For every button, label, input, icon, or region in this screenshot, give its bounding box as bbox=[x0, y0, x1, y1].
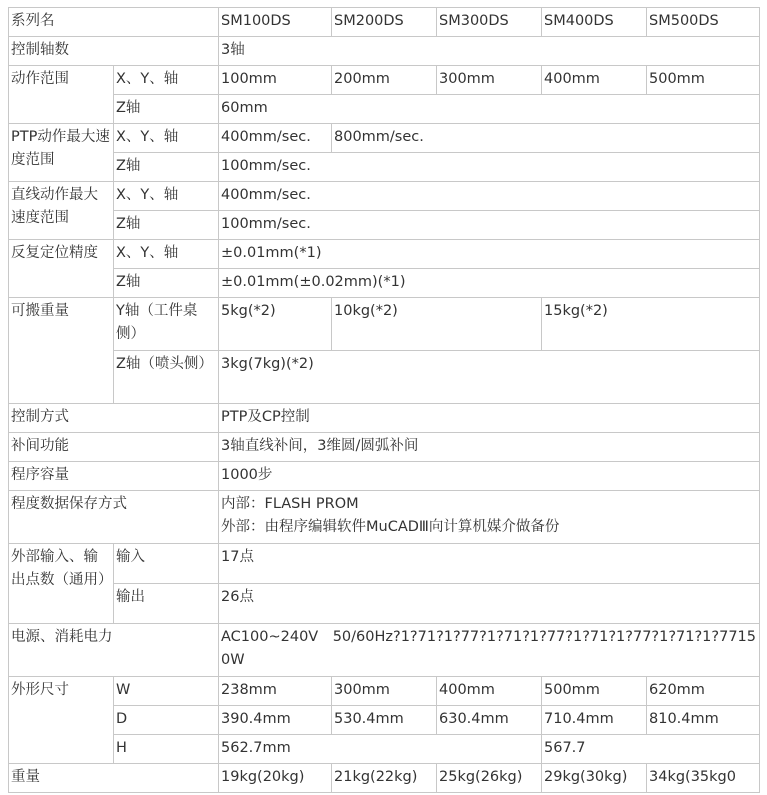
dims-d-row bbox=[9, 706, 760, 735]
program-value: 1000步 bbox=[219, 462, 760, 491]
linear-label: 直线动作最大速度范围 bbox=[9, 182, 114, 240]
power-row bbox=[9, 624, 760, 677]
program-row bbox=[9, 462, 760, 491]
payload-y-value: 15kg(*2) bbox=[542, 298, 760, 351]
power-value: AC100~240V 50/60Hz?1?71?1?77?1?71?1?77?1?71?1?77?1?71?1?77150W bbox=[219, 624, 760, 677]
dims-label: 外形尺寸 bbox=[9, 677, 114, 764]
range-xy-row bbox=[9, 66, 760, 95]
ptp-z-value: 100mm/sec. bbox=[219, 153, 760, 182]
ptp-label: PTP动作最大速度范围 bbox=[9, 124, 114, 182]
weight-row bbox=[9, 764, 760, 793]
control-value: PTP及CP控制 bbox=[219, 404, 760, 433]
linear-xy-row bbox=[9, 182, 760, 211]
dims-d-value: 810.4mm bbox=[647, 706, 760, 735]
spec-table bbox=[8, 7, 760, 793]
linear-xy-label: X、Y、轴 bbox=[114, 182, 219, 211]
control-label: 控制方式 bbox=[9, 404, 219, 433]
payload-y-value: 10kg(*2) bbox=[332, 298, 542, 351]
dims-h-value: 567.7 bbox=[542, 735, 760, 764]
ptp-xy-value: 800mm/sec. bbox=[332, 124, 760, 153]
repeat-xy-row bbox=[9, 240, 760, 269]
dims-w-value: 300mm bbox=[332, 677, 437, 706]
ptp-xy-row bbox=[9, 124, 760, 153]
repeat-xy-value: ±0.01mm(*1) bbox=[219, 240, 760, 269]
io-out-value: 26点 bbox=[219, 584, 760, 624]
storage-external: 外部：由程序编辑软件MuCADⅢ向计算机媒介做备份 bbox=[221, 519, 560, 535]
dims-d-label: D bbox=[114, 706, 219, 735]
weight-value: 25kg(26kg) bbox=[437, 764, 542, 793]
model-sm300ds: SM300DS bbox=[437, 8, 542, 37]
repeat-z-label: Z轴 bbox=[114, 269, 219, 298]
series-label: 系列名 bbox=[9, 8, 219, 37]
repeat-z-value: ±0.01mm(±0.02mm)(*1) bbox=[219, 269, 760, 298]
payload-z-row bbox=[9, 351, 760, 404]
ptp-xy-label: X、Y、轴 bbox=[114, 124, 219, 153]
storage-value bbox=[219, 491, 760, 544]
weight-value: 29kg(30kg) bbox=[542, 764, 647, 793]
program-label: 程序容量 bbox=[9, 462, 219, 491]
range-xy-value: 500mm bbox=[647, 66, 760, 95]
dims-h-label: H bbox=[114, 735, 219, 764]
model-sm500ds: SM500DS bbox=[647, 8, 760, 37]
dims-h-value: 562.7mm bbox=[219, 735, 542, 764]
io-label: 外部输入、输出点数（通用） bbox=[9, 544, 114, 624]
payload-z-value: 3kg(7kg)(*2) bbox=[219, 351, 760, 404]
io-in-row bbox=[9, 544, 760, 584]
model-sm200ds: SM200DS bbox=[332, 8, 437, 37]
dims-w-value: 620mm bbox=[647, 677, 760, 706]
weight-value: 19kg(20kg) bbox=[219, 764, 332, 793]
dims-w-label: W bbox=[114, 677, 219, 706]
dims-w-value: 400mm bbox=[437, 677, 542, 706]
interp-row bbox=[9, 433, 760, 462]
repeat-xy-label: X、Y、轴 bbox=[114, 240, 219, 269]
linear-z-row bbox=[9, 211, 760, 240]
dims-d-value: 530.4mm bbox=[332, 706, 437, 735]
axes-label: 控制轴数 bbox=[9, 37, 219, 66]
linear-z-label: Z轴 bbox=[114, 211, 219, 240]
weight-value: 34kg(35kg0 bbox=[647, 764, 760, 793]
io-out-row bbox=[9, 584, 760, 624]
ptp-z-label: Z轴 bbox=[114, 153, 219, 182]
axes-value: 3轴 bbox=[219, 37, 760, 66]
payload-y-value: 5kg(*2) bbox=[219, 298, 332, 351]
ptp-z-row bbox=[9, 153, 760, 182]
range-xy-value: 300mm bbox=[437, 66, 542, 95]
ptp-xy-value: 400mm/sec. bbox=[219, 124, 332, 153]
storage-row bbox=[9, 491, 760, 544]
interp-label: 补间功能 bbox=[9, 433, 219, 462]
dims-d-value: 390.4mm bbox=[219, 706, 332, 735]
storage-internal: 内部：FLASH PROM bbox=[221, 496, 359, 512]
io-in-label: 输入 bbox=[114, 544, 219, 584]
control-row bbox=[9, 404, 760, 433]
range-z-label: Z轴 bbox=[114, 95, 219, 124]
header-row bbox=[9, 8, 760, 37]
dims-w-value: 500mm bbox=[542, 677, 647, 706]
dims-w-row bbox=[9, 677, 760, 706]
range-xy-value: 400mm bbox=[542, 66, 647, 95]
dims-d-value: 630.4mm bbox=[437, 706, 542, 735]
model-sm100ds: SM100DS bbox=[219, 8, 332, 37]
range-xy-label: X、Y、轴 bbox=[114, 66, 219, 95]
range-label: 动作范围 bbox=[9, 66, 114, 124]
io-in-value: 17点 bbox=[219, 544, 760, 584]
range-xy-value: 100mm bbox=[219, 66, 332, 95]
interp-value: 3轴直线补间，3维圆/圆弧补间 bbox=[219, 433, 760, 462]
range-z-row bbox=[9, 95, 760, 124]
payload-z-label: Z轴（喷头侧） bbox=[114, 351, 219, 404]
weight-label: 重量 bbox=[9, 764, 219, 793]
dims-d-value: 710.4mm bbox=[542, 706, 647, 735]
payload-y-row bbox=[9, 298, 760, 351]
range-z-value: 60mm bbox=[219, 95, 760, 124]
dims-w-value: 238mm bbox=[219, 677, 332, 706]
storage-label: 程度数据保存方式 bbox=[9, 491, 219, 544]
io-out-label: 输出 bbox=[114, 584, 219, 624]
repeat-z-row bbox=[9, 269, 760, 298]
dims-h-row bbox=[9, 735, 760, 764]
range-xy-value: 200mm bbox=[332, 66, 437, 95]
power-label: 电源、消耗电力 bbox=[9, 624, 219, 677]
payload-label: 可搬重量 bbox=[9, 298, 114, 404]
payload-y-label: Y轴（工件桌侧） bbox=[114, 298, 219, 351]
axes-row bbox=[9, 37, 760, 66]
model-sm400ds: SM400DS bbox=[542, 8, 647, 37]
repeat-label: 反复定位精度 bbox=[9, 240, 114, 298]
linear-z-value: 100mm/sec. bbox=[219, 211, 760, 240]
linear-xy-value: 400mm/sec. bbox=[219, 182, 760, 211]
weight-value: 21kg(22kg) bbox=[332, 764, 437, 793]
